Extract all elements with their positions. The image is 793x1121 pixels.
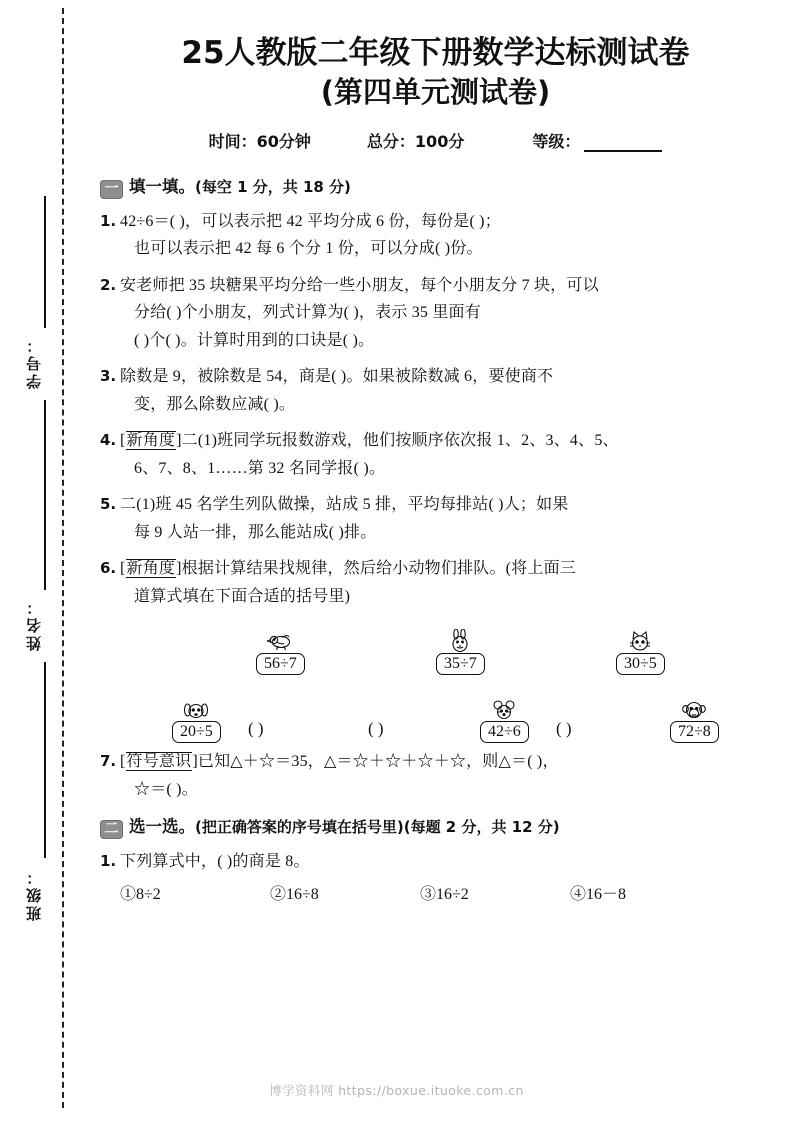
- equation-box: 30÷5: [616, 653, 665, 675]
- question-tag: 新角度: [126, 432, 176, 450]
- section-number-badge-1: 一: [100, 180, 123, 199]
- question-number: 7.: [100, 752, 117, 771]
- title-line-1: 25人教版二年级下册数学达标测试卷: [181, 35, 690, 71]
- choice-option-2[interactable]: ②16÷8: [270, 886, 319, 904]
- question-line: 除数是 9，被除数是 54，商是( )。如果被除数减 6，要使商不: [120, 368, 554, 386]
- question-1-7: [100, 748, 771, 803]
- equation-cell-20-5[interactable]: [172, 721, 221, 743]
- question-text: [120, 272, 771, 355]
- question-line: 也可以表示把 42 每 6 个分 1 份，可以分成( )份。: [134, 240, 483, 258]
- question-number: 2.: [100, 275, 117, 294]
- question-line: [新角度]根据计算结果找规律，然后给小动物们排队。(将上面三: [120, 560, 577, 578]
- field-student-id[interactable]: [10, 330, 56, 394]
- question-line: [新角度]二(1)班同学玩报数游戏，他们按顺序依次报 1、2、3、4、5、: [120, 432, 619, 450]
- question-text: [120, 555, 771, 610]
- question-line: 6、7、8、1……第 32 名同学报( )。: [134, 459, 386, 477]
- question-text: [120, 491, 771, 546]
- mouse-icon: [489, 697, 519, 723]
- question-1-1: [100, 208, 771, 263]
- equation-box: 72÷8: [670, 721, 719, 743]
- question-1-4: [100, 427, 771, 482]
- field-name-label: 姓名：: [24, 597, 43, 651]
- question-line: 变，那么除数应减( )。: [134, 395, 296, 413]
- question-line: 安老师把 35 块糖果平均分给一些小朋友，每个小朋友分 7 块，可以: [120, 276, 599, 294]
- choice-options-2-1: [100, 881, 771, 904]
- question-text: [120, 427, 771, 482]
- question-line: 道算式填在下面合适的括号里): [134, 587, 351, 605]
- equation-row-top: [100, 616, 771, 678]
- section-header-2: [100, 816, 771, 839]
- page-title: [78, 0, 793, 111]
- question-line: 每 9 人站一排，那么能站成( )排。: [134, 523, 377, 541]
- question-number: 3.: [100, 367, 117, 386]
- section-note-1: (每空 1 分，共 18 分): [195, 177, 351, 196]
- equation-row-bottom: [100, 684, 771, 746]
- question-2-1: [100, 848, 771, 876]
- question-tag: 符号意识: [126, 753, 192, 771]
- question-1-2: [100, 272, 771, 355]
- section-title-text-1: 填一填。: [129, 176, 195, 196]
- title-line-2: (第四单元测试卷): [320, 74, 551, 109]
- section-title-text-2: 选一选。: [129, 816, 195, 836]
- dashed-cut-line: [62, 8, 64, 1108]
- answer-blank-3[interactable]: ( ): [556, 719, 572, 739]
- question-text: [120, 848, 771, 876]
- choice-option-3[interactable]: ③16÷2: [420, 886, 469, 904]
- name-rule: [44, 400, 46, 590]
- equation-box: 20÷5: [172, 721, 221, 743]
- question-line: 分给( )个小朋友，列式计算为( )，表示 35 里面有: [134, 304, 481, 322]
- class-rule: [44, 662, 46, 858]
- question-number: 4.: [100, 431, 117, 450]
- question-text: [120, 208, 771, 263]
- bird-icon: [265, 629, 295, 655]
- question-tag: 新角度: [126, 560, 176, 578]
- dog-icon: [181, 697, 211, 723]
- question-line-body: 根据计算结果找规律，然后给小动物们排队。(将上面三: [181, 560, 577, 578]
- question-1-5: [100, 491, 771, 546]
- equation-box: 56÷7: [256, 653, 305, 675]
- question-line-body: 二(1)班同学玩报数游戏，他们按顺序依次报 1、2、3、4、5、: [181, 432, 619, 450]
- meta-time: 时间：60分钟: [208, 131, 311, 151]
- question-number: 1.: [100, 211, 117, 230]
- paper-content: [78, 0, 793, 1121]
- grade-blank-line[interactable]: [584, 138, 662, 152]
- question-line: [符号意识]已知△＋☆＝35，△＝☆＋☆＋☆＋☆，则△＝( )，: [120, 753, 559, 771]
- left-margin-column: [0, 0, 78, 1121]
- field-student-id-label: 学号：: [24, 335, 43, 389]
- question-text: [120, 363, 771, 418]
- equation-cell-35-7[interactable]: [436, 653, 485, 675]
- field-name[interactable]: [10, 592, 56, 656]
- section-header-1: [100, 176, 771, 199]
- equation-cell-42-6[interactable]: [480, 721, 529, 743]
- question-line: ☆＝( )。: [134, 781, 198, 798]
- section-number-badge-2: 二: [100, 820, 123, 839]
- meta-grade-label: 等级：: [532, 131, 581, 151]
- field-class[interactable]: [10, 862, 56, 926]
- meta-total-score: 总分：100分: [366, 131, 465, 151]
- question-line-body: 已知△＋☆＝35，△＝☆＋☆＋☆＋☆，则△＝( )，: [197, 753, 559, 771]
- equation-cell-56-7[interactable]: [256, 653, 305, 675]
- question-line: 42÷6＝( )，可以表示把 42 平均分成 6 份，每份是( )；: [120, 212, 501, 230]
- question-line: ( )个( )。计算时用到的口诀是( )。: [134, 331, 375, 349]
- questions-body: [78, 152, 793, 904]
- choice-option-4[interactable]: ④16－8: [570, 886, 627, 904]
- student-id-rule: [44, 196, 46, 328]
- question-line: 二(1)班 45 名学生列队做操，站成 5 排，平均每排站( )人；如果: [120, 496, 569, 514]
- answer-blank-2[interactable]: ( ): [368, 719, 384, 739]
- equation-cell-72-8[interactable]: [670, 721, 719, 743]
- question-number: 1.: [100, 851, 117, 870]
- rabbit-icon: [445, 629, 475, 655]
- equation-box: 42÷6: [480, 721, 529, 743]
- section-title-2: [129, 816, 560, 838]
- cat-icon: [625, 629, 655, 655]
- question-line: 下列算式中，( )的商是 8。: [120, 852, 310, 870]
- choice-option-1[interactable]: ①8÷2: [120, 886, 161, 904]
- question-number: 6.: [100, 559, 117, 578]
- question-1-3: [100, 363, 771, 418]
- equation-cell-30-5[interactable]: [616, 653, 665, 675]
- question-text: [120, 748, 771, 803]
- section-note-2: (把正确答案的序号填在括号里)(每题 2 分，共 12 分): [195, 817, 560, 836]
- question-1-6: [100, 555, 771, 610]
- exam-meta-bar: [78, 129, 793, 152]
- section-title-1: [129, 176, 351, 198]
- question-number: 5.: [100, 495, 117, 514]
- equation-box: 35÷7: [436, 653, 485, 675]
- answer-blank-1[interactable]: ( ): [248, 719, 264, 739]
- monkey-icon: [679, 697, 709, 723]
- field-class-label: 班级：: [24, 867, 43, 921]
- footer-watermark: 博学资料网 https://boxue.ituoke.com.cn: [269, 1083, 524, 1098]
